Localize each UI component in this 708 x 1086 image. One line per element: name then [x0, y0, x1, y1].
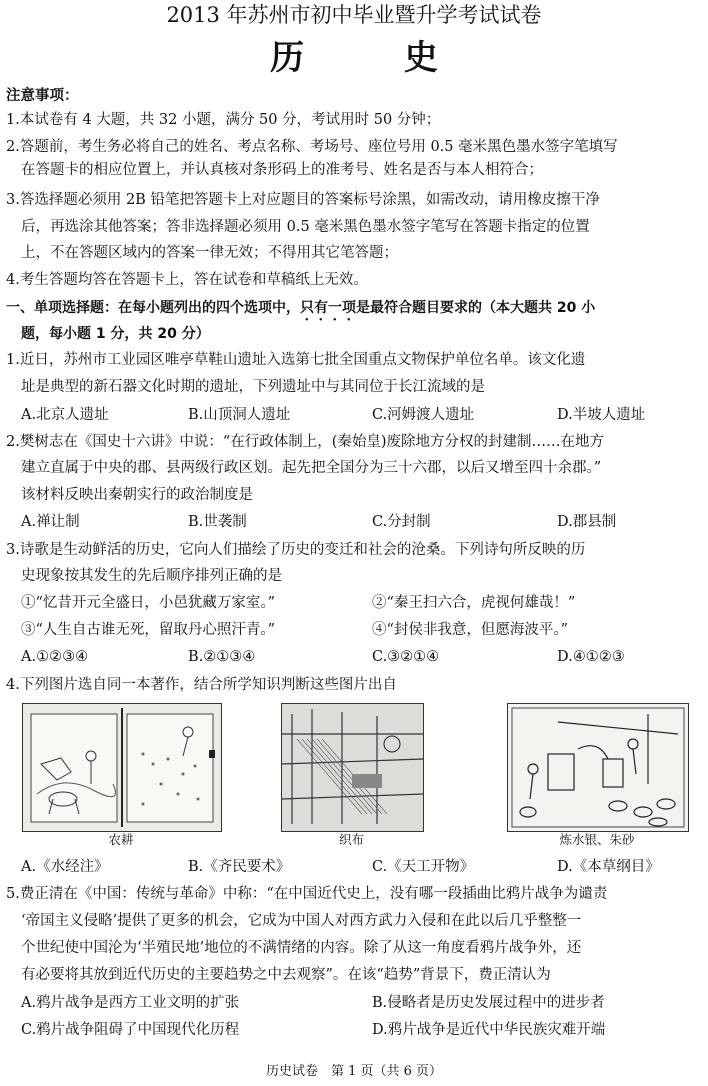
q3-option-b: B.②①③④	[188, 649, 256, 665]
caption-mercury: 炼水银、朱砂	[559, 832, 635, 847]
caption-weaving: 织布	[338, 832, 364, 847]
note-line: 3.答选择题必须用 2B 铅笔把答题卡上对应题目的答案标号涂黑，如需改动，请用橡皮擦干净	[6, 192, 600, 208]
farming-image	[23, 704, 221, 831]
notes-heading: 注意事项：	[6, 88, 79, 104]
note-line: 1.本试卷有 4 大题，共 32 小题，满分 50 分，考试用时 50 分钟；	[6, 112, 441, 128]
question-2-text: 建立直属于中央的郡、县两级行政区划。起先把全国分为三十六郡，以后又增至四十余郡。”	[21, 460, 602, 476]
question-3-text: 史现象按其发生的先后顺序排列正确的是	[21, 568, 282, 584]
q1-option-b: B.山顶洞人遗址	[188, 407, 291, 423]
question-5-text: 个世纪使中国沦为‘半殖民地’地位的不满情绪的内容。除了从这一角度看鸦片战争外，还	[21, 940, 582, 956]
farming-illustration	[22, 703, 222, 832]
q3-poem-3: ③“人生自古谁无死，留取丹心照汗青。”	[21, 622, 276, 638]
question-4-text: 4.下列图片选自同一本著作，结合所学知识判断这些图片出自	[6, 677, 397, 693]
q3-poem-4: ④“封侯非我意，但愿海波平。”	[372, 622, 569, 638]
q5-option-b: B.侵略者是历史发展过程中的进步者	[372, 995, 605, 1011]
note-line: 在答题卡的相应位置上，并认真核对条形码上的准考号、姓名是否与本人相符合；	[21, 162, 543, 178]
question-2-text: 该材料反映出秦朝实行的政治制度是	[21, 487, 253, 503]
section-heading-cont: 题，每小题 1 分，共 20 分）	[21, 326, 210, 342]
q4-option-d: D.《本草纲目》	[557, 859, 660, 875]
q2-option-d: D.郡县制	[557, 514, 617, 530]
question-1-text: 1.近日，苏州市工业园区唯亭草鞋山遗址入选第七批全国重点文物保护单位名单。该文化遗	[6, 352, 586, 368]
question-2-text: 2.樊树志在《国史十六讲》中说：“在行政体制上，(秦始皇)废除地方分权的封建制……在地方	[6, 434, 605, 450]
question-5-text: 5.费正清在《中国：传统与革命》中称：“在中国近代史上，没有哪一段插曲比鸦片战争为谴责	[6, 886, 608, 902]
q1-option-a: A.北京人遗址	[21, 407, 109, 423]
mercury-image	[508, 704, 688, 831]
question-5-text: ‘帝国主义侵略’提供了更多的机会，它成为中国人对西方武力入侵和在此以后几乎整整一	[21, 913, 582, 929]
mercury-illustration	[507, 703, 689, 832]
q5-option-d: D.鸦片战争是近代中华民族灾难开端	[372, 1022, 606, 1038]
note-line: 后，再选涂其他答案；答非选择题必须用 0.5 毫米黑色墨水签字笔写在答题卡指定的位置	[21, 219, 590, 235]
subject-title: 历 史	[270, 38, 482, 78]
question-1-text: 址是典型的新石器文化时期的遗址，下列遗址中与其同位于长江流域的是	[21, 379, 485, 395]
q5-option-c: C.鸦片战争阻碍了中国现代化历程	[21, 1022, 240, 1038]
section-heading: 一、单项选择题：在每小题列出的四个选项中，只有一项是最符合题目要求的（本大题共 20 小	[6, 300, 596, 316]
q3-poem-2: ②“秦王扫六合，虎视何雄哉！”	[372, 595, 576, 611]
weaving-image	[282, 704, 423, 831]
q4-option-a: A.《水经注》	[21, 859, 109, 875]
q2-option-c: C.分封制	[372, 514, 431, 530]
q1-option-c: C.河姆渡人遗址	[372, 407, 475, 423]
note-line: 4.考生答题均答在答题卡上，答在试卷和草稿纸上无效。	[6, 272, 368, 288]
q3-option-c: C.③②①④	[372, 649, 440, 665]
q4-option-c: C.《天工开物》	[372, 859, 475, 875]
note-line: 上，不在答题区域内的答案一律无效；不得用其它笔答题；	[21, 245, 398, 261]
q3-poem-1: ①“忆昔开元全盛日，小邑犹藏万家室。”	[21, 595, 276, 611]
q3-option-d: D.④①②③	[557, 649, 625, 665]
caption-farming: 农耕	[108, 832, 134, 847]
emphasis-text: 只有一项	[300, 300, 356, 316]
q4-option-b: B.《齐民要术》	[188, 859, 291, 875]
q3-option-a: A.①②③④	[21, 649, 89, 665]
q5-option-a: A.鸦片战争是西方工业文明的扩张	[21, 995, 240, 1011]
question-3-text: 3.诗歌是生动鲜活的历史，它向人们描绘了历史的变迁和社会的沧桑。下列诗句所反映的历	[6, 542, 586, 558]
question-5-text: 有必要将其放到近代历史的主要趋势之中去观察”。在该“趋势”背景下，费正清认为	[21, 967, 551, 983]
q1-option-d: D.半坡人遗址	[557, 407, 646, 423]
q2-option-a: A.禅让制	[21, 514, 80, 530]
exam-title: 2013 年苏州市初中毕业暨升学考试试卷	[166, 3, 542, 27]
note-line: 2.答题前，考生务必将自己的姓名、考点名称、考场号、座位号用 0.5 毫米黑色墨水签字笔填写	[6, 139, 618, 155]
page-footer: 历史试卷 第 1 页（共 6 页）	[265, 1064, 443, 1079]
weaving-illustration	[281, 703, 424, 832]
q2-option-b: B.世袭制	[188, 514, 247, 530]
